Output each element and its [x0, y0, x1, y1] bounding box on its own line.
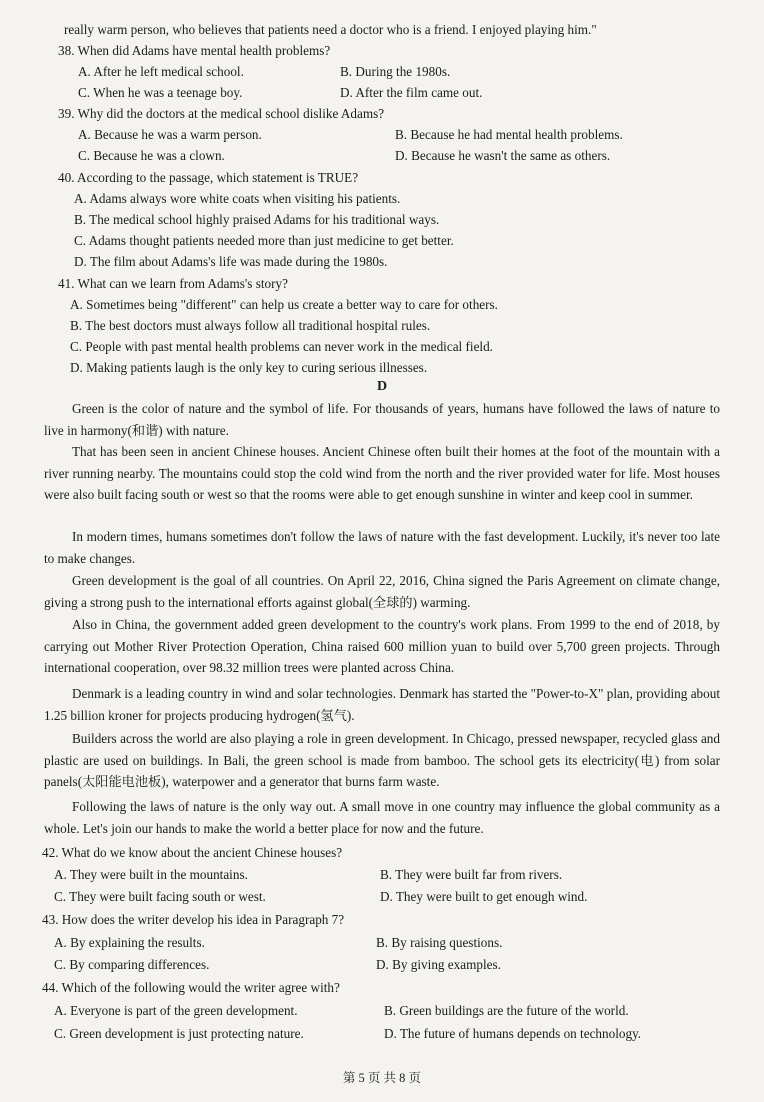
- q39-option-b: B. Because he had mental health problems.: [395, 127, 623, 142]
- question-43-stem: 43. How does the writer develop his idea in Paragraph 7?: [42, 912, 345, 927]
- q41-option-a: A. Sometimes being "different" can help us create a better way to care for others.: [70, 297, 498, 312]
- passage-paragraph-2: That has been seen in ancient Chinese houses. Ancient Chinese often built their homes at the foot of the mountain with a river running nearby. The mountains could stop the cold wind from the north and the river provided water for life. Most houses were also built facing south or west so that the rooms were able to get enough sunshine in winter and keep cool in summer.: [44, 444, 720, 502]
- q43-option-b: B. By raising questions.: [376, 935, 503, 950]
- section-heading-d: D: [376, 379, 388, 394]
- passage-paragraph-3: In modern times, humans sometimes don't follow the laws of nature with the fast development. Luckily, it's never too late to make changes.: [44, 529, 720, 566]
- q38-option-b: B. During the 1980s.: [340, 64, 451, 79]
- question-41-stem: 41. What can we learn from Adams's story?: [58, 276, 288, 291]
- question-42-stem: 42. What do we know about the ancient Chinese houses?: [42, 845, 343, 860]
- q44-option-b: B. Green buildings are the future of the world.: [384, 1003, 629, 1018]
- question-38-stem: 38. When did Adams have mental health problems?: [58, 43, 331, 58]
- q43-option-c: C. By comparing differences.: [54, 957, 210, 972]
- q39-option-a: A. Because he was a warm person.: [78, 127, 262, 142]
- q40-option-c: C. Adams thought patients needed more than just medicine to get better.: [74, 233, 454, 248]
- page-number-footer: 第 5 页 共 8 页: [342, 1071, 422, 1085]
- q38-option-d: D. After the film came out.: [340, 85, 483, 100]
- q40-option-b: B. The medical school highly praised Adams for his traditional ways.: [74, 212, 440, 227]
- q39-option-c: C. Because he was a clown.: [78, 148, 225, 163]
- q41-option-b: B. The best doctors must always follow all traditional hospital rules.: [70, 318, 431, 333]
- question-44-stem: 44. Which of the following would the writer agree with?: [42, 980, 340, 995]
- q43-option-d: D. By giving examples.: [376, 957, 501, 972]
- q43-option-a: A. By explaining the results.: [54, 935, 205, 950]
- q42-option-a: A. They were built in the mountains.: [54, 867, 248, 882]
- q38-option-a: A. After he left medical school.: [78, 64, 244, 79]
- q42-option-c: C. They were built facing south or west.: [54, 889, 266, 904]
- q41-option-c: C. People with past mental health problems can never work in the medical field.: [70, 339, 493, 354]
- q40-option-a: A. Adams always wore white coats when visiting his patients.: [74, 191, 401, 206]
- q44-option-c: C. Green development is just protecting nature.: [54, 1026, 304, 1041]
- passage-paragraph-1: Green is the color of nature and the symbol of life. For thousands of years, humans have followed the laws of nature to live in harmony(和谐) with nature.: [44, 401, 720, 438]
- q40-option-d: D. The film about Adams's life was made during the 1980s.: [74, 254, 388, 269]
- question-39-stem: 39. Why did the doctors at the medical school dislike Adams?: [58, 106, 385, 121]
- q42-option-b: B. They were built far from rivers.: [380, 867, 563, 882]
- passage-paragraph-7: Builders across the world are also playing a role in green development. In Chicago, pressed newspaper, recycled glass and plastic are used on buildings. In Bali, the green school is made from bamboo. The school gets its electricity(电) from solar panels(太阳能电池板), waterpower and a generator that burns farm waste.: [44, 731, 720, 789]
- passage-paragraph-6: Denmark is a leading country in wind and solar technologies. Denmark has started the "Power-to-X" plan, providing about 1.25 billion kroner for projects producing hydrogen(氢气).: [44, 686, 720, 723]
- q41-option-d: D. Making patients laugh is the only key to curing serious illnesses.: [70, 360, 428, 375]
- passage-paragraph-5: Also in China, the government added green development to the country's work plans. From 1999 to the end of 2018, by carrying out Mother River Protection Operation, China raised 600 million yuan to build over 5,700 green projects. Through international cooperation, over 98.32 million trees were planted across China.: [44, 617, 720, 675]
- passage-paragraph-4: Green development is the goal of all countries. On April 22, 2016, China signed the Paris Agreement on climate change, giving a strong push to the international efforts against global(全球的) warming.: [44, 573, 720, 610]
- continuation-line: really warm person, who believes that patients need a doctor who is a friend. I enjoyed playing him.": [64, 22, 597, 37]
- q44-option-d: D. The future of humans depends on technology.: [384, 1026, 642, 1041]
- passage-paragraph-8: Following the laws of nature is the only way out. A small move in one country may influence the global community as a whole. Let's join our hands to make the world a better place for now and the future.: [44, 799, 720, 836]
- q39-option-d: D. Because he wasn't the same as others.: [395, 148, 611, 163]
- q38-option-c: C. When he was a teenage boy.: [78, 85, 243, 100]
- question-40-stem: 40. According to the passage, which statement is TRUE?: [58, 170, 359, 185]
- q44-option-a: A. Everyone is part of the green development.: [54, 1003, 298, 1018]
- q42-option-d: D. They were built to get enough wind.: [380, 889, 588, 904]
